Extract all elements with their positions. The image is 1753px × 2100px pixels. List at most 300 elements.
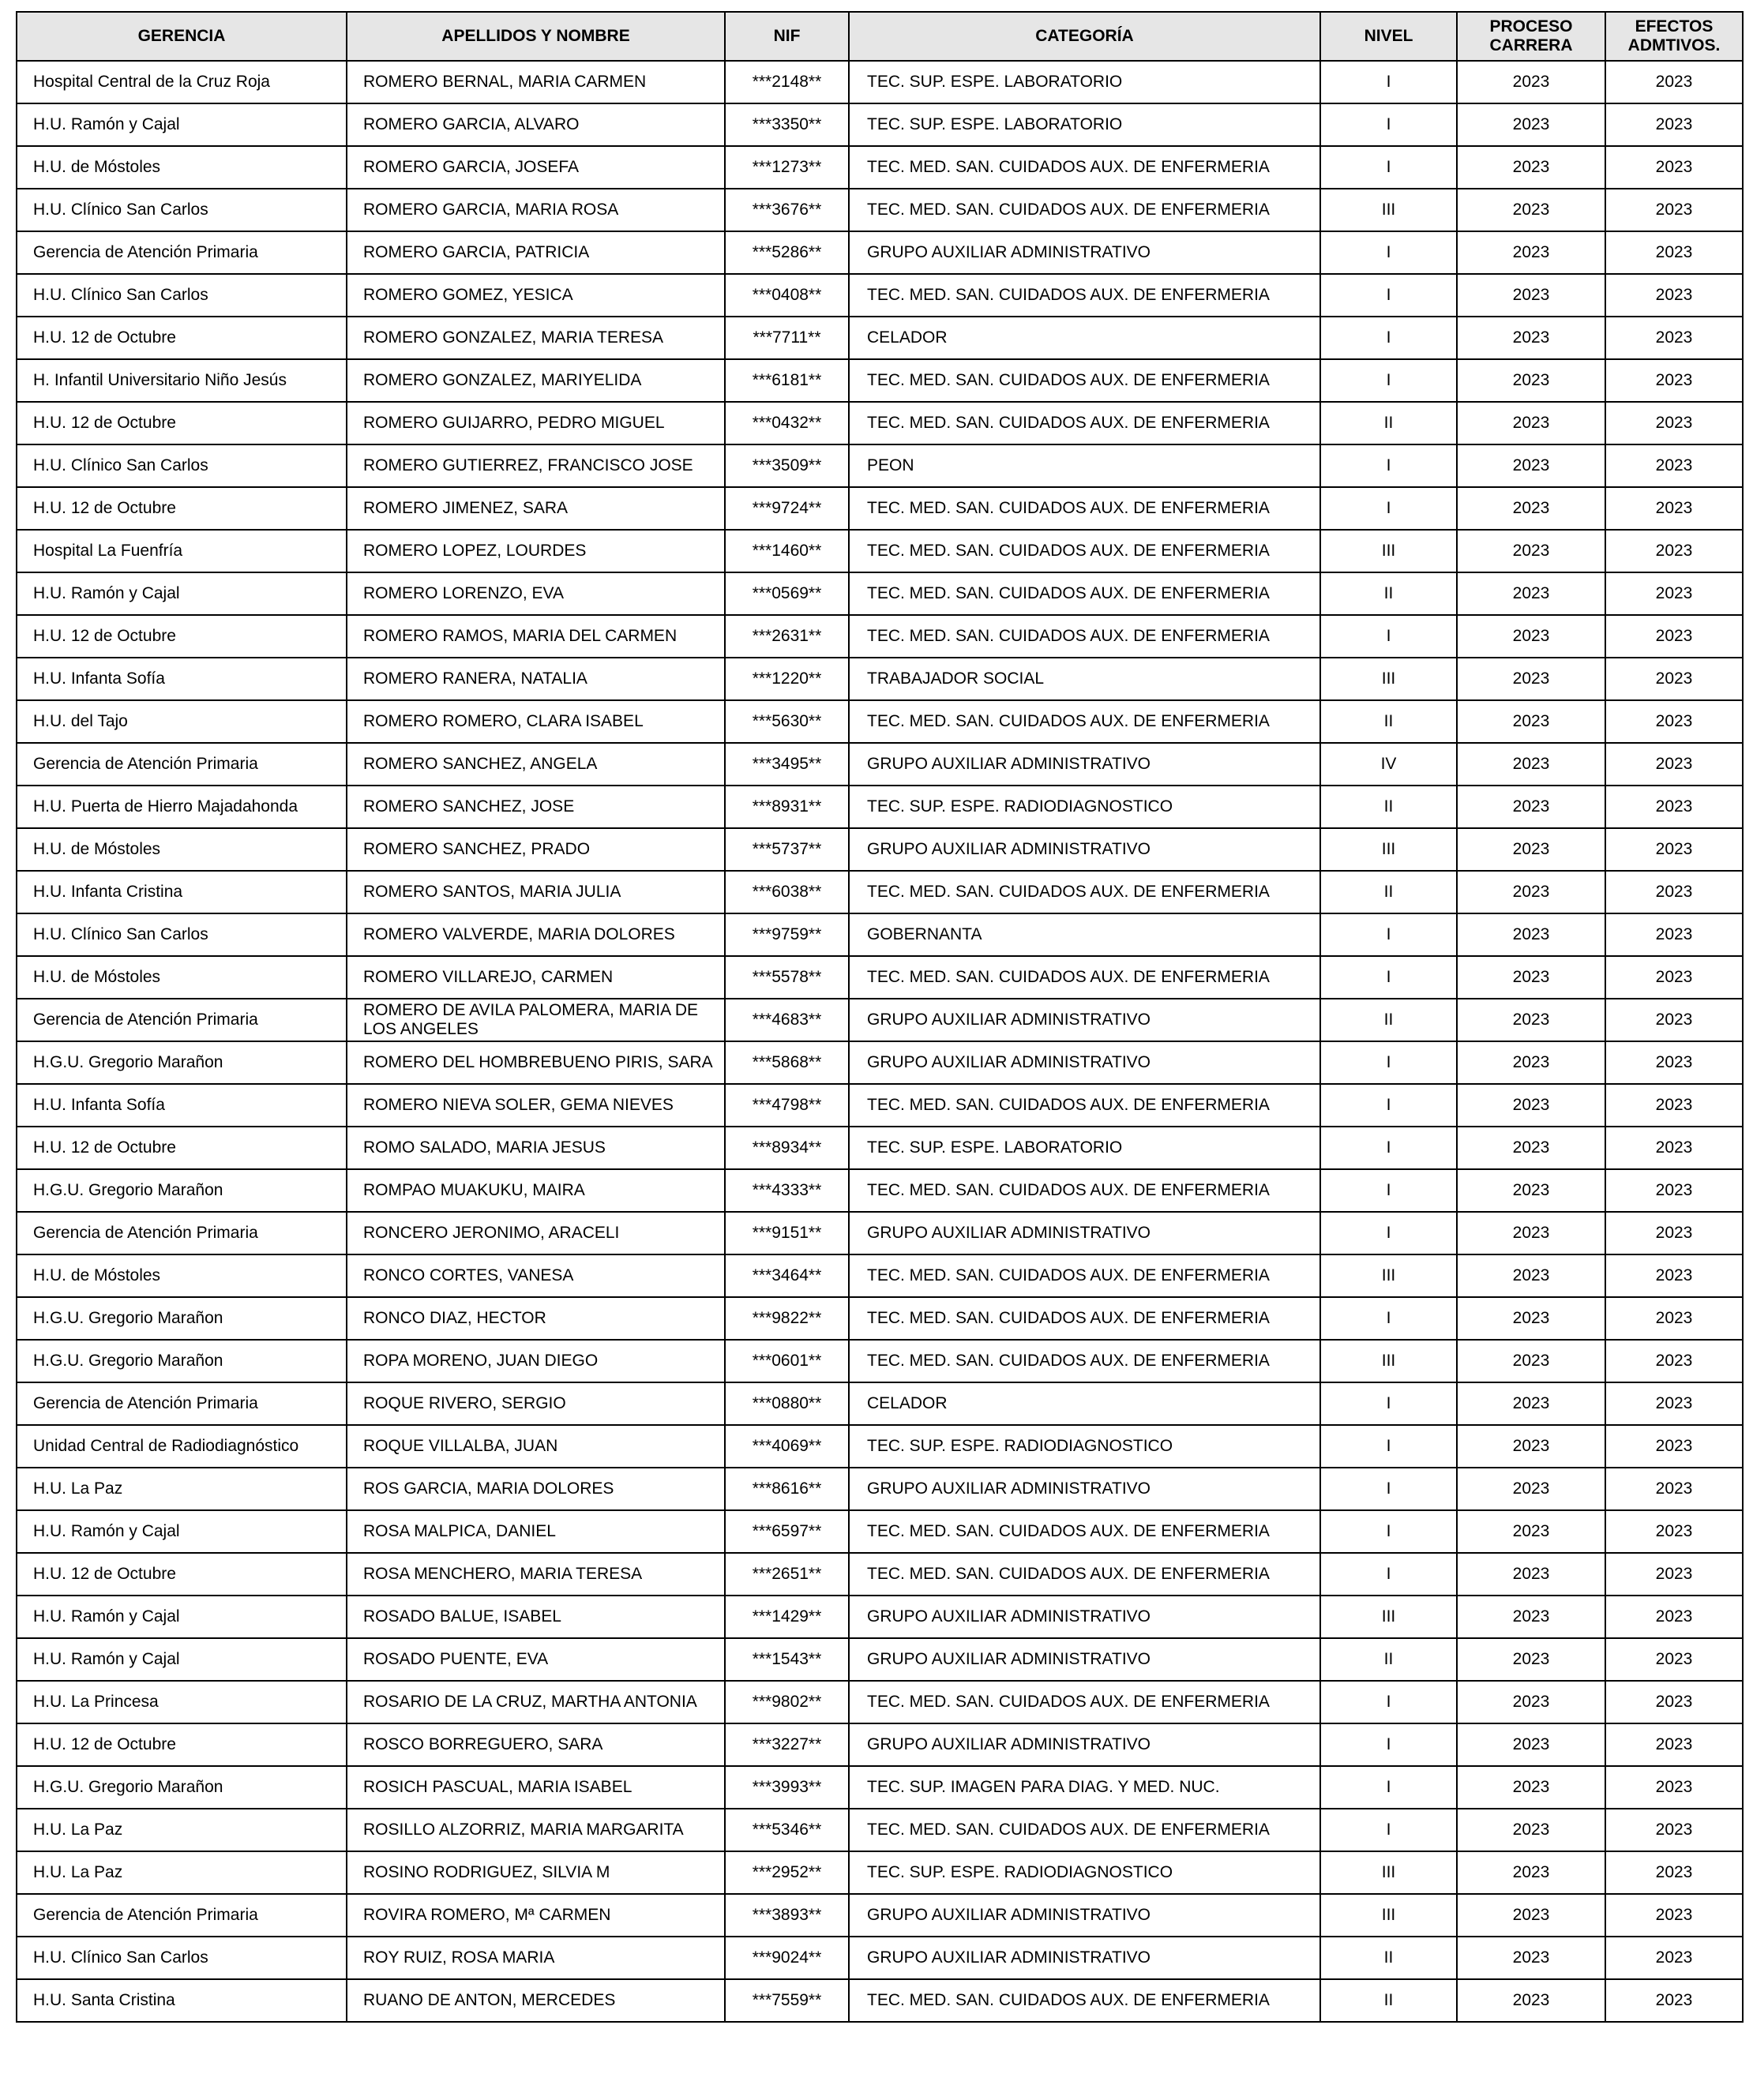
table-row	[17, 913, 1743, 956]
cell-proceso: 2023	[1457, 1766, 1605, 1809]
cell-nivel: I	[1320, 146, 1457, 189]
cell-nivel: I	[1320, 103, 1457, 146]
cell-proceso: 2023	[1457, 1553, 1605, 1596]
cell-categoria: TEC. MED. SAN. CUIDADOS AUX. DE ENFERMERIA	[849, 1254, 1320, 1297]
cell-nivel: I	[1320, 1723, 1457, 1766]
cell-nif: ***9724**	[725, 487, 849, 530]
cell-efectos: 2023	[1605, 444, 1743, 487]
cell-apellidos: ROMERO SANCHEZ, PRADO	[347, 828, 725, 871]
table-row	[17, 1766, 1743, 1809]
table-header	[17, 12, 1743, 61]
cell-nif: ***3676**	[725, 189, 849, 231]
cell-apellidos: ROSA MENCHERO, MARIA TERESA	[347, 1553, 725, 1596]
cell-gerencia: H.U. Clínico San Carlos	[17, 274, 347, 317]
table-row	[17, 1382, 1743, 1425]
cell-categoria: GRUPO AUXILIAR ADMINISTRATIVO	[849, 743, 1320, 786]
table-row	[17, 956, 1743, 999]
career-table	[16, 11, 1744, 2023]
cell-gerencia: Gerencia de Atención Primaria	[17, 1382, 347, 1425]
header-efectos: EFECTOS ADMTIVOS.	[1605, 12, 1743, 61]
table-row	[17, 1596, 1743, 1638]
header-row	[17, 12, 1743, 61]
table-row	[17, 1809, 1743, 1851]
cell-apellidos: ROSICH PASCUAL, MARIA ISABEL	[347, 1766, 725, 1809]
cell-nivel: I	[1320, 274, 1457, 317]
cell-categoria: CELADOR	[849, 317, 1320, 359]
cell-apellidos: ROPA MORENO, JUAN DIEGO	[347, 1340, 725, 1382]
cell-categoria: GRUPO AUXILIAR ADMINISTRATIVO	[849, 1894, 1320, 1937]
cell-apellidos: ROMERO BERNAL, MARIA CARMEN	[347, 61, 725, 103]
cell-proceso: 2023	[1457, 913, 1605, 956]
cell-proceso: 2023	[1457, 786, 1605, 828]
cell-apellidos: ROY RUIZ, ROSA MARIA	[347, 1937, 725, 1979]
table-row	[17, 1041, 1743, 1084]
table-row	[17, 1723, 1743, 1766]
cell-apellidos: ROQUE RIVERO, SERGIO	[347, 1382, 725, 1425]
cell-proceso: 2023	[1457, 1937, 1605, 1979]
cell-apellidos: ROQUE VILLALBA, JUAN	[347, 1425, 725, 1468]
cell-apellidos: ROMERO DEL HOMBREBUENO PIRIS, SARA	[347, 1041, 725, 1084]
cell-nivel: I	[1320, 231, 1457, 274]
cell-categoria: TEC. MED. SAN. CUIDADOS AUX. DE ENFERMERIA	[849, 615, 1320, 658]
cell-categoria: TEC. MED. SAN. CUIDADOS AUX. DE ENFERMERIA	[849, 1979, 1320, 2022]
cell-efectos: 2023	[1605, 1766, 1743, 1809]
table-row	[17, 1425, 1743, 1468]
table-row	[17, 1851, 1743, 1894]
cell-proceso: 2023	[1457, 615, 1605, 658]
cell-efectos: 2023	[1605, 1638, 1743, 1681]
cell-categoria: TRABAJADOR SOCIAL	[849, 658, 1320, 700]
cell-nif: ***1543**	[725, 1638, 849, 1681]
cell-efectos: 2023	[1605, 1340, 1743, 1382]
cell-apellidos: ROMERO GUTIERREZ, FRANCISCO JOSE	[347, 444, 725, 487]
cell-categoria: TEC. SUP. ESPE. RADIODIAGNOSTICO	[849, 1851, 1320, 1894]
cell-nif: ***5346**	[725, 1809, 849, 1851]
cell-proceso: 2023	[1457, 1425, 1605, 1468]
cell-efectos: 2023	[1605, 956, 1743, 999]
cell-proceso: 2023	[1457, 274, 1605, 317]
table-row	[17, 1681, 1743, 1723]
cell-efectos: 2023	[1605, 1809, 1743, 1851]
cell-categoria: GRUPO AUXILIAR ADMINISTRATIVO	[849, 1937, 1320, 1979]
cell-efectos: 2023	[1605, 1169, 1743, 1212]
cell-nivel: I	[1320, 61, 1457, 103]
cell-proceso: 2023	[1457, 572, 1605, 615]
cell-proceso: 2023	[1457, 956, 1605, 999]
cell-categoria: TEC. MED. SAN. CUIDADOS AUX. DE ENFERMERIA	[849, 1681, 1320, 1723]
cell-nif: ***2631**	[725, 615, 849, 658]
cell-nivel: II	[1320, 700, 1457, 743]
cell-categoria: GRUPO AUXILIAR ADMINISTRATIVO	[849, 1638, 1320, 1681]
cell-proceso: 2023	[1457, 1809, 1605, 1851]
cell-proceso: 2023	[1457, 1638, 1605, 1681]
cell-nivel: I	[1320, 359, 1457, 402]
table-row	[17, 786, 1743, 828]
cell-efectos: 2023	[1605, 103, 1743, 146]
cell-proceso: 2023	[1457, 1340, 1605, 1382]
cell-proceso: 2023	[1457, 61, 1605, 103]
cell-efectos: 2023	[1605, 1510, 1743, 1553]
cell-efectos: 2023	[1605, 786, 1743, 828]
cell-gerencia: H.U. La Paz	[17, 1468, 347, 1510]
header-gerencia: GERENCIA	[17, 12, 347, 61]
cell-nif: ***0408**	[725, 274, 849, 317]
cell-nif: ***1429**	[725, 1596, 849, 1638]
cell-nivel: IV	[1320, 743, 1457, 786]
cell-apellidos: ROMERO GARCIA, PATRICIA	[347, 231, 725, 274]
cell-gerencia: H.U. de Móstoles	[17, 1254, 347, 1297]
header-apellidos: APELLIDOS Y NOMBRE	[347, 12, 725, 61]
cell-categoria: GRUPO AUXILIAR ADMINISTRATIVO	[849, 1041, 1320, 1084]
table-row	[17, 1553, 1743, 1596]
table-row	[17, 871, 1743, 913]
cell-nivel: I	[1320, 444, 1457, 487]
cell-efectos: 2023	[1605, 1851, 1743, 1894]
table-row	[17, 1468, 1743, 1510]
cell-gerencia: H.U. 12 de Octubre	[17, 487, 347, 530]
cell-efectos: 2023	[1605, 402, 1743, 444]
cell-nif: ***9759**	[725, 913, 849, 956]
cell-nivel: I	[1320, 1766, 1457, 1809]
cell-apellidos: ROMERO NIEVA SOLER, GEMA NIEVES	[347, 1084, 725, 1127]
cell-apellidos: ROVIRA ROMERO, Mª CARMEN	[347, 1894, 725, 1937]
cell-nif: ***8931**	[725, 786, 849, 828]
cell-apellidos: RONCO CORTES, VANESA	[347, 1254, 725, 1297]
cell-proceso: 2023	[1457, 700, 1605, 743]
cell-gerencia: H.U. Santa Cristina	[17, 1979, 347, 2022]
header-categoria: CATEGORÍA	[849, 12, 1320, 61]
cell-gerencia: Unidad Central de Radiodiagnóstico	[17, 1425, 347, 1468]
table-row	[17, 146, 1743, 189]
table-row	[17, 189, 1743, 231]
cell-proceso: 2023	[1457, 1894, 1605, 1937]
cell-nif: ***5630**	[725, 700, 849, 743]
cell-nif: ***2148**	[725, 61, 849, 103]
cell-apellidos: ROSADO PUENTE, EVA	[347, 1638, 725, 1681]
cell-categoria: GRUPO AUXILIAR ADMINISTRATIVO	[849, 1723, 1320, 1766]
cell-gerencia: Hospital La Fuenfría	[17, 530, 347, 572]
cell-categoria: TEC. SUP. ESPE. LABORATORIO	[849, 1127, 1320, 1169]
cell-efectos: 2023	[1605, 1937, 1743, 1979]
cell-efectos: 2023	[1605, 1254, 1743, 1297]
cell-proceso: 2023	[1457, 1468, 1605, 1510]
cell-nivel: I	[1320, 1510, 1457, 1553]
cell-apellidos: RONCO DIAZ, HECTOR	[347, 1297, 725, 1340]
table-row	[17, 231, 1743, 274]
cell-nif: ***4069**	[725, 1425, 849, 1468]
cell-nif: ***9802**	[725, 1681, 849, 1723]
cell-apellidos: ROMERO LORENZO, EVA	[347, 572, 725, 615]
cell-categoria: GRUPO AUXILIAR ADMINISTRATIVO	[849, 999, 1320, 1041]
cell-proceso: 2023	[1457, 1596, 1605, 1638]
cell-nif: ***3495**	[725, 743, 849, 786]
cell-gerencia: H.U. de Móstoles	[17, 146, 347, 189]
cell-categoria: GRUPO AUXILIAR ADMINISTRATIVO	[849, 1468, 1320, 1510]
cell-gerencia: H.U. Clínico San Carlos	[17, 1937, 347, 1979]
cell-nif: ***3464**	[725, 1254, 849, 1297]
cell-proceso: 2023	[1457, 1851, 1605, 1894]
cell-proceso: 2023	[1457, 189, 1605, 231]
cell-nif: ***0601**	[725, 1340, 849, 1382]
table-row	[17, 1638, 1743, 1681]
cell-categoria: TEC. SUP. IMAGEN PARA DIAG. Y MED. NUC.	[849, 1766, 1320, 1809]
cell-nif: ***0880**	[725, 1382, 849, 1425]
cell-efectos: 2023	[1605, 1297, 1743, 1340]
cell-efectos: 2023	[1605, 1382, 1743, 1425]
table-row	[17, 1254, 1743, 1297]
cell-nif: ***0432**	[725, 402, 849, 444]
cell-nif: ***3227**	[725, 1723, 849, 1766]
cell-efectos: 2023	[1605, 743, 1743, 786]
cell-nif: ***2651**	[725, 1553, 849, 1596]
cell-nivel: III	[1320, 1340, 1457, 1382]
cell-categoria: TEC. MED. SAN. CUIDADOS AUX. DE ENFERMERIA	[849, 1084, 1320, 1127]
table-row	[17, 274, 1743, 317]
cell-apellidos: ROSADO BALUE, ISABEL	[347, 1596, 725, 1638]
cell-gerencia: H.G.U. Gregorio Marañon	[17, 1041, 347, 1084]
cell-categoria: GRUPO AUXILIAR ADMINISTRATIVO	[849, 1596, 1320, 1638]
cell-efectos: 2023	[1605, 1127, 1743, 1169]
cell-nivel: II	[1320, 402, 1457, 444]
table-row	[17, 658, 1743, 700]
header-nif: NIF	[725, 12, 849, 61]
cell-nivel: III	[1320, 828, 1457, 871]
cell-efectos: 2023	[1605, 359, 1743, 402]
cell-nivel: II	[1320, 572, 1457, 615]
table-row	[17, 828, 1743, 871]
cell-nif: ***1220**	[725, 658, 849, 700]
cell-apellidos: ROSA MALPICA, DANIEL	[347, 1510, 725, 1553]
table-row	[17, 999, 1743, 1041]
cell-efectos: 2023	[1605, 1468, 1743, 1510]
cell-proceso: 2023	[1457, 871, 1605, 913]
cell-proceso: 2023	[1457, 1979, 1605, 2022]
cell-efectos: 2023	[1605, 1979, 1743, 2022]
table-row	[17, 444, 1743, 487]
cell-nivel: II	[1320, 1979, 1457, 2022]
cell-nif: ***3993**	[725, 1766, 849, 1809]
cell-gerencia: H.U. La Paz	[17, 1809, 347, 1851]
cell-gerencia: H.U. Ramón y Cajal	[17, 1638, 347, 1681]
cell-gerencia: Gerencia de Atención Primaria	[17, 1212, 347, 1254]
cell-categoria: GRUPO AUXILIAR ADMINISTRATIVO	[849, 1212, 1320, 1254]
cell-efectos: 2023	[1605, 61, 1743, 103]
cell-gerencia: H.U. Puerta de Hierro Majadahonda	[17, 786, 347, 828]
cell-proceso: 2023	[1457, 1297, 1605, 1340]
table-row	[17, 317, 1743, 359]
cell-nivel: I	[1320, 487, 1457, 530]
cell-gerencia: H.G.U. Gregorio Marañon	[17, 1169, 347, 1212]
cell-nif: ***7559**	[725, 1979, 849, 2022]
cell-nivel: I	[1320, 1084, 1457, 1127]
table-row	[17, 487, 1743, 530]
cell-categoria: TEC. MED. SAN. CUIDADOS AUX. DE ENFERMERIA	[849, 1809, 1320, 1851]
cell-gerencia: H.U. Ramón y Cajal	[17, 1596, 347, 1638]
cell-nif: ***4333**	[725, 1169, 849, 1212]
cell-gerencia: H.U. Ramón y Cajal	[17, 103, 347, 146]
cell-gerencia: H.U. Infanta Cristina	[17, 871, 347, 913]
cell-efectos: 2023	[1605, 871, 1743, 913]
table-row	[17, 743, 1743, 786]
cell-nif: ***1273**	[725, 146, 849, 189]
cell-nif: ***7711**	[725, 317, 849, 359]
cell-categoria: TEC. SUP. ESPE. RADIODIAGNOSTICO	[849, 786, 1320, 828]
cell-efectos: 2023	[1605, 146, 1743, 189]
cell-apellidos: ROMERO JIMENEZ, SARA	[347, 487, 725, 530]
cell-apellidos: ROMERO RAMOS, MARIA DEL CARMEN	[347, 615, 725, 658]
cell-apellidos: ROMERO SANCHEZ, JOSE	[347, 786, 725, 828]
cell-nif: ***5737**	[725, 828, 849, 871]
cell-efectos: 2023	[1605, 700, 1743, 743]
cell-proceso: 2023	[1457, 1723, 1605, 1766]
cell-apellidos: ROSILLO ALZORRIZ, MARIA MARGARITA	[347, 1809, 725, 1851]
cell-gerencia: H.U. Clínico San Carlos	[17, 189, 347, 231]
cell-apellidos: ROMERO GARCIA, MARIA ROSA	[347, 189, 725, 231]
cell-categoria: TEC. MED. SAN. CUIDADOS AUX. DE ENFERMERIA	[849, 700, 1320, 743]
cell-proceso: 2023	[1457, 402, 1605, 444]
cell-gerencia: H.U. Ramón y Cajal	[17, 1510, 347, 1553]
cell-nivel: II	[1320, 1937, 1457, 1979]
cell-nif: ***0569**	[725, 572, 849, 615]
cell-categoria: TEC. MED. SAN. CUIDADOS AUX. DE ENFERMERIA	[849, 189, 1320, 231]
cell-apellidos: ROMPAO MUAKUKU, MAIRA	[347, 1169, 725, 1212]
cell-gerencia: H.G.U. Gregorio Marañon	[17, 1297, 347, 1340]
cell-proceso: 2023	[1457, 487, 1605, 530]
table-row	[17, 1937, 1743, 1979]
cell-apellidos: ROMERO SANTOS, MARIA JULIA	[347, 871, 725, 913]
cell-gerencia: Gerencia de Atención Primaria	[17, 231, 347, 274]
table-row	[17, 1127, 1743, 1169]
cell-nivel: II	[1320, 871, 1457, 913]
cell-proceso: 2023	[1457, 743, 1605, 786]
cell-efectos: 2023	[1605, 1041, 1743, 1084]
table-row	[17, 1510, 1743, 1553]
cell-proceso: 2023	[1457, 1169, 1605, 1212]
table-row	[17, 103, 1743, 146]
cell-categoria: TEC. MED. SAN. CUIDADOS AUX. DE ENFERMERIA	[849, 402, 1320, 444]
cell-proceso: 2023	[1457, 103, 1605, 146]
cell-apellidos: ROMERO GARCIA, ALVARO	[347, 103, 725, 146]
cell-nif: ***3509**	[725, 444, 849, 487]
cell-gerencia: H.G.U. Gregorio Marañon	[17, 1340, 347, 1382]
cell-gerencia: Hospital Central de la Cruz Roja	[17, 61, 347, 103]
cell-apellidos: ROSARIO DE LA CRUZ, MARTHA ANTONIA	[347, 1681, 725, 1723]
cell-efectos: 2023	[1605, 658, 1743, 700]
cell-efectos: 2023	[1605, 999, 1743, 1041]
cell-categoria: GOBERNANTA	[849, 913, 1320, 956]
cell-nivel: II	[1320, 786, 1457, 828]
cell-proceso: 2023	[1457, 999, 1605, 1041]
cell-nivel: I	[1320, 615, 1457, 658]
cell-proceso: 2023	[1457, 231, 1605, 274]
cell-nif: ***6038**	[725, 871, 849, 913]
table-row	[17, 615, 1743, 658]
cell-efectos: 2023	[1605, 615, 1743, 658]
cell-nif: ***4798**	[725, 1084, 849, 1127]
cell-nif: ***3350**	[725, 103, 849, 146]
cell-apellidos: ROMO SALADO, MARIA JESUS	[347, 1127, 725, 1169]
cell-apellidos: ROMERO ROMERO, CLARA ISABEL	[347, 700, 725, 743]
cell-efectos: 2023	[1605, 317, 1743, 359]
cell-gerencia: H. Infantil Universitario Niño Jesús	[17, 359, 347, 402]
cell-nivel: I	[1320, 1041, 1457, 1084]
cell-nivel: I	[1320, 1681, 1457, 1723]
cell-nivel: I	[1320, 913, 1457, 956]
cell-nif: ***5286**	[725, 231, 849, 274]
cell-categoria: TEC. MED. SAN. CUIDADOS AUX. DE ENFERMERIA	[849, 530, 1320, 572]
cell-apellidos: ROMERO VALVERDE, MARIA DOLORES	[347, 913, 725, 956]
cell-nivel: I	[1320, 1297, 1457, 1340]
cell-nif: ***1460**	[725, 530, 849, 572]
cell-nif: ***5868**	[725, 1041, 849, 1084]
cell-gerencia: Gerencia de Atención Primaria	[17, 743, 347, 786]
cell-apellidos: ROSCO BORREGUERO, SARA	[347, 1723, 725, 1766]
cell-efectos: 2023	[1605, 1212, 1743, 1254]
cell-nif: ***9822**	[725, 1297, 849, 1340]
cell-apellidos: ROMERO SANCHEZ, ANGELA	[347, 743, 725, 786]
cell-proceso: 2023	[1457, 1127, 1605, 1169]
cell-proceso: 2023	[1457, 146, 1605, 189]
cell-nivel: I	[1320, 956, 1457, 999]
cell-proceso: 2023	[1457, 1084, 1605, 1127]
cell-nif: ***8934**	[725, 1127, 849, 1169]
cell-nivel: III	[1320, 1851, 1457, 1894]
cell-efectos: 2023	[1605, 274, 1743, 317]
cell-apellidos: ROMERO GARCIA, JOSEFA	[347, 146, 725, 189]
cell-nivel: I	[1320, 1169, 1457, 1212]
cell-proceso: 2023	[1457, 359, 1605, 402]
cell-gerencia: H.U. 12 de Octubre	[17, 1553, 347, 1596]
cell-categoria: TEC. SUP. ESPE. LABORATORIO	[849, 103, 1320, 146]
cell-gerencia: H.U. La Paz	[17, 1851, 347, 1894]
cell-efectos: 2023	[1605, 572, 1743, 615]
cell-nivel: I	[1320, 1553, 1457, 1596]
cell-gerencia: H.U. 12 de Octubre	[17, 402, 347, 444]
cell-nivel: III	[1320, 1894, 1457, 1937]
cell-gerencia: H.U. 12 de Octubre	[17, 1723, 347, 1766]
cell-proceso: 2023	[1457, 828, 1605, 871]
cell-nif: ***8616**	[725, 1468, 849, 1510]
table-row	[17, 1340, 1743, 1382]
cell-nivel: III	[1320, 189, 1457, 231]
cell-nif: ***2952**	[725, 1851, 849, 1894]
cell-nivel: III	[1320, 1596, 1457, 1638]
cell-gerencia: H.U. Clínico San Carlos	[17, 913, 347, 956]
cell-categoria: TEC. MED. SAN. CUIDADOS AUX. DE ENFERMERIA	[849, 274, 1320, 317]
cell-categoria: TEC. MED. SAN. CUIDADOS AUX. DE ENFERMERIA	[849, 1169, 1320, 1212]
cell-nivel: I	[1320, 1468, 1457, 1510]
cell-gerencia: H.U. Infanta Sofía	[17, 1084, 347, 1127]
cell-efectos: 2023	[1605, 1425, 1743, 1468]
cell-efectos: 2023	[1605, 913, 1743, 956]
cell-nif: ***9151**	[725, 1212, 849, 1254]
cell-apellidos: ROS GARCIA, MARIA DOLORES	[347, 1468, 725, 1510]
table-row	[17, 1212, 1743, 1254]
cell-nif: ***6597**	[725, 1510, 849, 1553]
cell-nivel: III	[1320, 658, 1457, 700]
cell-efectos: 2023	[1605, 487, 1743, 530]
table-row	[17, 1084, 1743, 1127]
cell-apellidos: ROMERO VILLAREJO, CARMEN	[347, 956, 725, 999]
cell-apellidos: RUANO DE ANTON, MERCEDES	[347, 1979, 725, 2022]
cell-proceso: 2023	[1457, 444, 1605, 487]
cell-categoria: TEC. MED. SAN. CUIDADOS AUX. DE ENFERMERIA	[849, 359, 1320, 402]
cell-efectos: 2023	[1605, 1723, 1743, 1766]
cell-proceso: 2023	[1457, 530, 1605, 572]
header-proceso: PROCESO CARRERA	[1457, 12, 1605, 61]
cell-nivel: I	[1320, 1425, 1457, 1468]
cell-categoria: TEC. MED. SAN. CUIDADOS AUX. DE ENFERMERIA	[849, 1553, 1320, 1596]
